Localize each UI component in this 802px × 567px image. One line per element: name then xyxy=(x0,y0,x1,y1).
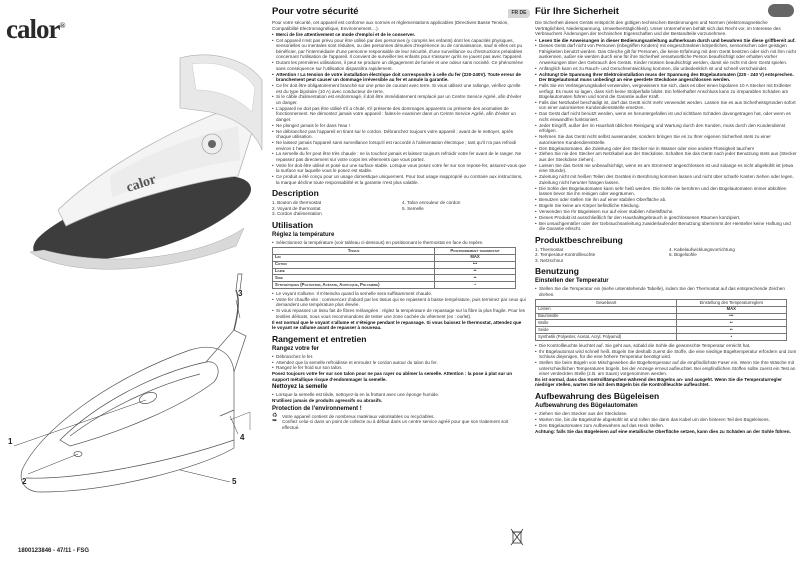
de-safety-item: • Dieses Gerät darf nicht von Personen (inbegriffen Kindern) mit eingeschränkten körperlichen, sensorischen oder geistigen Fähigkeiten benutzt werden. Das Gleiche gilt für Personen, die keine Erfahrung mit dem Gerät besitzen oder sich mit ihm nicht auskennen, außer sie werden durch eine für ihre Sicherheit verantwortliche Person beaufsichtigt oder erhalten vorher Anweisungen über den Gebrauch des Geräts. Kinder müssen beaufsichtigt werden, damit sie nicht mit dem Gerät spielen. xyxy=(535,43,797,65)
fr-usage-warning: Il est normal que le voyant s'allume et s'éteigne pendant le repassage. Si vous baissez le thermostat, attendez que le voyant se rallume avant de repasser à nouveau. xyxy=(272,319,522,331)
recycle-bin-icon xyxy=(510,528,524,546)
fr-description-list xyxy=(272,200,526,217)
de-safety-list xyxy=(535,38,797,232)
fr-part-4: 4. Talon enrouleur de cordon xyxy=(402,200,461,206)
de-safety-item: • Falls das Netzkabel beschädigt ist, darf das Gerät nicht mehr verwendet werden. Lassen Sie es aus Sicherheitsgründen sofort von einer autorisierten Kundendienststelle ersetzen. xyxy=(535,100,797,111)
fr-part-1: 1. Bouton de thermostat xyxy=(272,200,322,206)
fr-environment-item xyxy=(272,419,526,430)
de-safety-item: • Dieses Produkt ist ausschließlich für den Haushaltsgebrauch in geschlossenen Räumen konzipiert. xyxy=(535,215,797,221)
fr-temperature-table xyxy=(272,247,516,289)
brand-logo: calor® xyxy=(6,14,65,44)
cover-panel xyxy=(0,0,268,567)
de-table-header-setting: Einstellung des Temperaturreglers xyxy=(677,300,786,307)
de-usage-warning: Es ist normal, dass das Kontrolllämpchen während des Bügelns an- und ausgeht. Wenn Sie die Temperaturregler niedriger stellen, warten Sie mit dem Bügeln bis die Kontrollleuchte aufleuchtet. xyxy=(535,376,782,388)
fr-setting-cell: MAX xyxy=(435,254,516,261)
fr-store-note: Posez toujours votre fer sur son talon pour ne pas rayer ou abîmer la semelle. Attention : la pose à plat sur un support métallique risque d'endommager la semelle. xyxy=(272,371,513,382)
de-safety-item: • Benutzen oder stellen Sie ihn auf einer stabilen Oberfläche ab. xyxy=(535,197,797,203)
fr-usage-note-item: • Si vous repassez un tissu fait de fibres mélangées : réglez la température de repassage sur la fibre la plus fragile. Pour les textiles délicats, nous vous recommandons de tester une zone cachée du vêtement (ex : ourlet). xyxy=(272,308,526,319)
de-table-header-fabric: Gewebeart xyxy=(536,300,677,307)
fr-environment-title: Protection de l'environnement ! xyxy=(272,405,362,412)
de-store-item: • Den Bügelautomaten zum Aufbewahren auf das Heck stellen. xyxy=(535,423,797,429)
fr-table-row xyxy=(273,254,516,261)
de-safety-intro: Die Sicherheit dieses Geräts entspricht den gültigen technischen Bestimmungen und Normen (elektromagnetische Verträglichkeit, Niederspannung, Umweltverträglichkeit). Unser Unternehmen behält sich das Recht vor, im Interesse des Verbrauchers Änderungen der technischen Eigenschaften und der Bestandteile vorzunehmen. xyxy=(535,20,781,36)
fr-part-3: 3. Cordon d'alimentation xyxy=(272,211,322,217)
iron-photo xyxy=(30,55,262,269)
de-usage-note-item: • Stellen Sie beim Bügeln von Mischgeweben die Bügeltemperatur auf die empfindlichste Faser ein. Wenn Sie Ihre Wäsche mit unterschiedlichen Temperaturen bügeln, bei der Anzeige erneut aufleuchtet. Bei empfindlichen Stoffen sollte zuerst ein Test an einer verdeckten Stelle (z.B. am Saum) vorgenommen werden. xyxy=(535,360,797,377)
fr-table-header-setting: Positionnement thermostat xyxy=(435,248,516,255)
fr-maintenance-title: Rangement et entretien xyxy=(272,333,367,344)
fr-environment-text: Votre appareil contient de nombreux matériaux valorisables ou recyclables. xyxy=(282,413,435,419)
fr-safety-item: • Ce produit a été conçu pour un usage domestique uniquement. Pour tout usage inapproprié ou contraire aux instructions, la marque décline toute responsabilité et la garantie n'est plus valable. xyxy=(272,174,526,185)
de-safety-item: • Falls Sie ein Verlängerungskabel verwenden, vergewissern Sie sich, dass es über einen bipolaren 10 A Stecker mit Erdleiter verfügt. Es muss so lagen, dass sich keine Stolperfalle bildet. Ein fehlerhafter Anschluss kann zu irreparablen Schäden am Bügelautomaten führen und somit die Garantie außer Kraft. xyxy=(535,83,797,100)
fr-safety-item: • Votre fer doit être utilisé et posé sur une surface stable. Lorsque vous posez votre fer sur son repose-fer, assurez-vous que la surface sur laquelle vous le posez est stable. xyxy=(272,163,526,174)
fr-safety-item: • Ne débranchez pas l'appareil en tirant sur le cordon. Débranchez toujours votre appareil : avant de le nettoyer, après chaque utilisation. xyxy=(272,129,526,140)
de-safety-item: • Das Gerät darf nicht benutzt werden, wenn es heruntergefallen ist und sichtbare Schäden davongetragen hat, oder wenn es nicht einwandfrei funktioniert. xyxy=(535,111,797,122)
iron-brand-text: calor xyxy=(124,172,159,196)
de-safety-item: • Bei unsachgemäßer oder der Gebrauchsanleitung zuwiderlaufender Benutzung übernimmt der Hersteller keine Haftung und die Garantie erlischt. xyxy=(535,221,797,232)
recycle-icon: ♻ xyxy=(272,412,278,419)
fr-table-row xyxy=(273,268,516,275)
de-part-1: 1. Thermostat xyxy=(535,246,564,252)
fr-usage-title: Utilisation xyxy=(272,219,314,230)
callout-1: 1 xyxy=(8,437,13,446)
fr-fabric-cell: Lin xyxy=(273,254,435,261)
fr-safety-item: • Ce fer doit être obligatoirement branché sur une prise de courant avec terre. Si vous utilisez une rallonge, vérifiez qu'elle est du type bipolaire (10 A) avec conducteur de terre. xyxy=(272,83,526,94)
de-fabric-cell: Leinen xyxy=(536,306,677,313)
fr-safety-item: • Ne laissez jamais l'appareil sans surveillance lorsqu'il est raccordé à l'alimentation électrique ; tant qu'il n'a pas refroidi environ 1 heure. xyxy=(272,140,526,151)
de-safety-item: • Anfänglich kann es zu Rauch- und Geruchsentwicklung kommen, die unbedenklich ist und schnell verschwindet. xyxy=(535,66,797,72)
iron-illustration xyxy=(0,0,268,567)
fr-usage-intro: • Sélectionnez la température (voir tableau ci-dessous) en positionnant le thermostat en face du repère. xyxy=(272,240,526,246)
fr-description-title: Description xyxy=(272,188,319,199)
fr-safety-title: Pour votre sécurité xyxy=(272,6,359,17)
fr-safety-item: • Attention ! La tension de votre installation électrique doit correspondre à celle du fer (220-240V). Toute erreur de branchement peut causer un dommage irréversible au fer et annule la garantie. xyxy=(272,72,526,83)
fr-setting-cell: •• xyxy=(435,275,516,282)
model-code: 1800123846 - 47/11 - FSG xyxy=(18,548,90,554)
de-table-row xyxy=(536,306,787,313)
de-store-item: • Warten Sie, bis die Bügelsohle abgekühlt ist und rollen Sie dann das Kabel um den hinteren Teil des Bügeleisens. xyxy=(535,417,797,423)
fr-safety-item: • L'appareil ne doit pas être utilisé s'il a chuté, s'il présente des dommages apparents ou présente des anomalies de fonctionnement. Ne démontez jamais votre appareil : faites-le examiner dans un Centre Service Agréé, afin d'éviter un danger. xyxy=(272,106,526,123)
fr-safety-item: • La semelle du fer peut être très chaude : ne la touchez jamais et laissez toujours refroidir votre fer avant de le ranger. Ne repassez pas directement sur votre corps les vêtements que vous portez. xyxy=(272,151,526,162)
german-column xyxy=(535,6,797,435)
recycle-icon: ➥ xyxy=(272,418,278,425)
de-safety-item: • Lesen Sie die Anweisungen in dieser Bedienungsanleitung aufmerksam durch und bewahren Sie diese griffbereit auf. xyxy=(535,38,797,44)
fr-fabric-cell: Synthétiques (Polyester, Acétate, Acrylique, Polyamide) xyxy=(273,282,435,289)
de-safety-item: • Bügeln Sie keine am Körper befindliche Kleidung. xyxy=(535,203,797,209)
fr-safety-item: • Merci de lire attentivement ce mode d'emploi et de le conserver. xyxy=(272,32,526,38)
de-setting-cell: • xyxy=(677,334,786,341)
de-usage-note-item: • Die Kontrollleuchte leuchtet auf. Sie geht aus, sobald die Sohle die gewünschte Temperatur erreicht hat. xyxy=(535,343,797,349)
de-safety-item: • Die Sohle des Bügelautomaten kann sehr heiß werden. Die Sohle nie berühren und den Bügelautomaten immer abkühlen lassen bevor Sie ihn reinigen oder wegräumen. xyxy=(535,186,797,197)
callout-5: 5 xyxy=(232,477,237,486)
de-description-list xyxy=(535,247,797,264)
fr-fabric-cell: Soie xyxy=(273,275,435,282)
fr-clean-note: N'utilisez jamais de produits agressifs ou abrasifs. xyxy=(272,398,383,404)
fr-clean-list xyxy=(272,392,526,398)
fr-safety-intro: Pour votre sécurité, cet appareil est conforme aux normes et réglementations applicables (Directives Basse Tension, Compatibilité Electromagnétique, Environnement…). xyxy=(272,20,509,31)
de-part-5: 5. Bügelsohle xyxy=(669,252,697,258)
fr-setting-cell: • xyxy=(435,282,516,289)
de-part-2: 2. Temperatur-Kontrollleuchte xyxy=(535,252,596,258)
de-temperature-table xyxy=(535,299,787,341)
de-setting-cell: •• xyxy=(677,320,786,327)
language-tab: FR DE xyxy=(508,9,530,18)
fr-usage-note-item: • Le voyant s'allume. Il s'éteindra quand la semelle sera suffisamment chaude. xyxy=(272,291,526,297)
de-part-4: 4. Kabelaufwicklungsvorrichtung xyxy=(669,246,735,252)
fr-clean-sub: Nettoyez la semelle xyxy=(272,384,328,391)
fr-store-sub: Rangez votre fer xyxy=(272,345,320,352)
fr-store-list xyxy=(272,354,526,371)
de-part-3: 3. Netzschnur xyxy=(535,257,564,263)
de-setting-cell: ••• xyxy=(677,313,786,320)
de-safety-item: • Achtung! Die Spannung Ihrer Elektroinstallation muss der Spannung des Bügelautomaten (220 - 240 V) entsprechen. Der Bügelautomat muss unbedingt an eine geerdete Steckdose angeschlossen werden. xyxy=(535,72,797,83)
fr-environment-list xyxy=(272,414,526,431)
fr-safety-list xyxy=(272,32,526,185)
fr-table-header-fabric: Tissus xyxy=(273,248,435,255)
de-table-row xyxy=(536,320,787,327)
de-usage-intro: • Stellen Sie die Temperatur ein (siehe untenstehende Tabelle), indem Sie den Thermostat auf das entsprechende Zeichen drehen. xyxy=(535,286,797,297)
fr-store-item: • Débranchez le fer. xyxy=(272,354,526,360)
callout-2: 2 xyxy=(22,477,27,486)
fr-setting-cell: •• xyxy=(435,268,516,275)
fr-safety-item: • Ne plongez jamais le fer dans l'eau ! xyxy=(272,123,526,129)
fr-table-row xyxy=(273,261,516,268)
de-fabric-cell: Wolle xyxy=(536,320,677,327)
callout-lines xyxy=(14,300,240,482)
fr-usage-note-item: • Votre fer chauffe vite : commencez d'abord par les tissus qui se repassent à basse température, puis terminez par ceux qui demandent une température plus élevée. xyxy=(272,297,526,308)
fr-fabric-cell: Laine xyxy=(273,268,435,275)
fr-safety-item: • Si le câble d'alimentation est endommagé, il doit être immédiatement remplacé par un Centre Service Agréé, afin d'éviter un danger. xyxy=(272,94,526,105)
de-fabric-cell: Baumwolle xyxy=(536,313,677,320)
fr-environment-text: Confiez celui-ci dans un point de collecte ou à défaut dans un centre service agréé pour que son traitement soit effectué. xyxy=(282,419,509,430)
fr-store-item: • Rangez le fer froid sur son talon. xyxy=(272,365,526,371)
fr-safety-item: • Cet appareil n'est pas prévu pour être utilisé par des personnes (y compris les enfants) dont les capacités physiques, sensorielles ou mentales sont réduites, ou des personnes dénuées d'expérience ou de connaissance, sauf si elles ont pu bénéficier, par l'intermédiaire d'une personne responsable de leur sécurité, d'une surveillance ou d'instructions préalables concernant l'utilisation de l'appareil. Il convient de surveiller les enfants pour s'assurer qu'ils ne jouent pas avec l'appareil. xyxy=(272,38,526,60)
fr-usage-notes xyxy=(272,291,526,319)
de-safety-item: • Ziehen Sie nie den Stecker am Netzkabel aus der Steckdose. Schalten Sie das Gerät nach jeder Benutzung stets aus (Stecker aus der Steckdose ziehen). xyxy=(535,151,797,162)
fr-setting-cell: ••• xyxy=(435,261,516,268)
de-description-title: Produktbeschreibung xyxy=(535,234,623,245)
de-safety-item: • Nehmen Sie das Gerät nicht selbst auseinander, sondern bringen Sie es zu Ihrer eigenen Sicherheit stets zu einer autorisierten Kundendienststelle. xyxy=(535,134,797,145)
de-store-list xyxy=(535,411,797,428)
de-setting-cell: MAX xyxy=(677,306,786,313)
de-table-row xyxy=(536,313,787,320)
fr-safety-item: • Durant les premières utilisations, il peut se produire un dégagement de fumée et une odeur sans nocivité. Ce phénomène sans conséquence sur l'utilisation disparaîtra rapidement. xyxy=(272,60,526,71)
de-safety-item: • Den Bügelautomaten, die Zuleitung oder den Stecker nie in Wasser oder eine andere Flüssigkeit tauchen! xyxy=(535,146,797,152)
callout-4: 4 xyxy=(240,433,245,442)
de-store-sub: Aufbewahrung des Bügelautomaten xyxy=(535,402,638,409)
de-safety-item: • Lassen Sie das Gerät nie unbeaufsichtigt, wenn es am Stromnetz angeschlossen ist und solange es nicht abgekühlt ist (etwa eine Stunde). xyxy=(535,163,797,174)
fr-table-row xyxy=(273,282,516,289)
de-safety-title: Für Ihre Sicherheit xyxy=(535,6,619,17)
de-usage-note-item: • Ihr Bügelautomat wird schnell heiß. Bügeln Sie deshalb zuerst die Stoffe, die eine niedrige Bügeltemperatur erfordern und zum Schluss diejenigen, für die eine höhere Temperatur benötigt wird. xyxy=(535,349,797,360)
de-fabric-cell: Synthetik (Polyester, Acetat, Acryl, Polyamid) xyxy=(536,334,677,341)
fr-store-item: • Attendez que la semelle refroidisse et enroulez le cordon autour du talon du fer. xyxy=(272,360,526,366)
fr-usage-sub: Réglez la température xyxy=(272,231,335,238)
de-safety-item: • Jeder Eingriff, außer der im Haushalt üblichen Reinigung und Wartung durch den Kunden, muss durch den Kundendienst erfolgen. xyxy=(535,123,797,134)
de-store-note: Achtung: falls Sie das Bügeleisen auf eine metallische Oberfläche setzen, kann dies zu Schäden an der Sohle führen. xyxy=(535,428,791,434)
de-store-item: • Ziehen Sie den Stecker aus der Steckdose. xyxy=(535,411,797,417)
de-usage-sub: Einstellen der Temperatur xyxy=(535,278,609,285)
de-setting-cell: •• xyxy=(677,327,786,334)
fr-fabric-cell: Coton xyxy=(273,261,435,268)
de-safety-item: • Verwenden Sie Ihr Bügeleisen nur auf einer stabilen Arbeitsfläche. xyxy=(535,209,797,215)
fr-part-5: 5. Semelle xyxy=(402,205,424,211)
de-safety-item: • Zuleitung nicht mit heißen Teilen des Gerätes in Berührung kommen lassen und nicht über scharfe Kanten ziehen oder legen. Zuleitung nicht herunter hängen lassen. xyxy=(535,174,797,185)
de-usage-title: Benutzung xyxy=(535,266,579,277)
iron-line-drawing xyxy=(21,274,250,492)
fr-clean-item: • Lorsque la semelle est tiède, nettoyez-la en la frottant avec une éponge humide. xyxy=(272,392,526,398)
de-table-row xyxy=(536,334,787,341)
de-maintenance-title: Aufbewahrung des Bügeleisen xyxy=(535,390,660,401)
fr-table-row xyxy=(273,275,516,282)
fr-part-2: 2. Voyant de thermostat xyxy=(272,205,321,211)
french-column xyxy=(272,6,526,430)
de-usage-notes xyxy=(535,343,797,377)
callout-3: 3 xyxy=(238,289,243,298)
de-table-row xyxy=(536,327,787,334)
de-fabric-cell: Seide xyxy=(536,327,677,334)
